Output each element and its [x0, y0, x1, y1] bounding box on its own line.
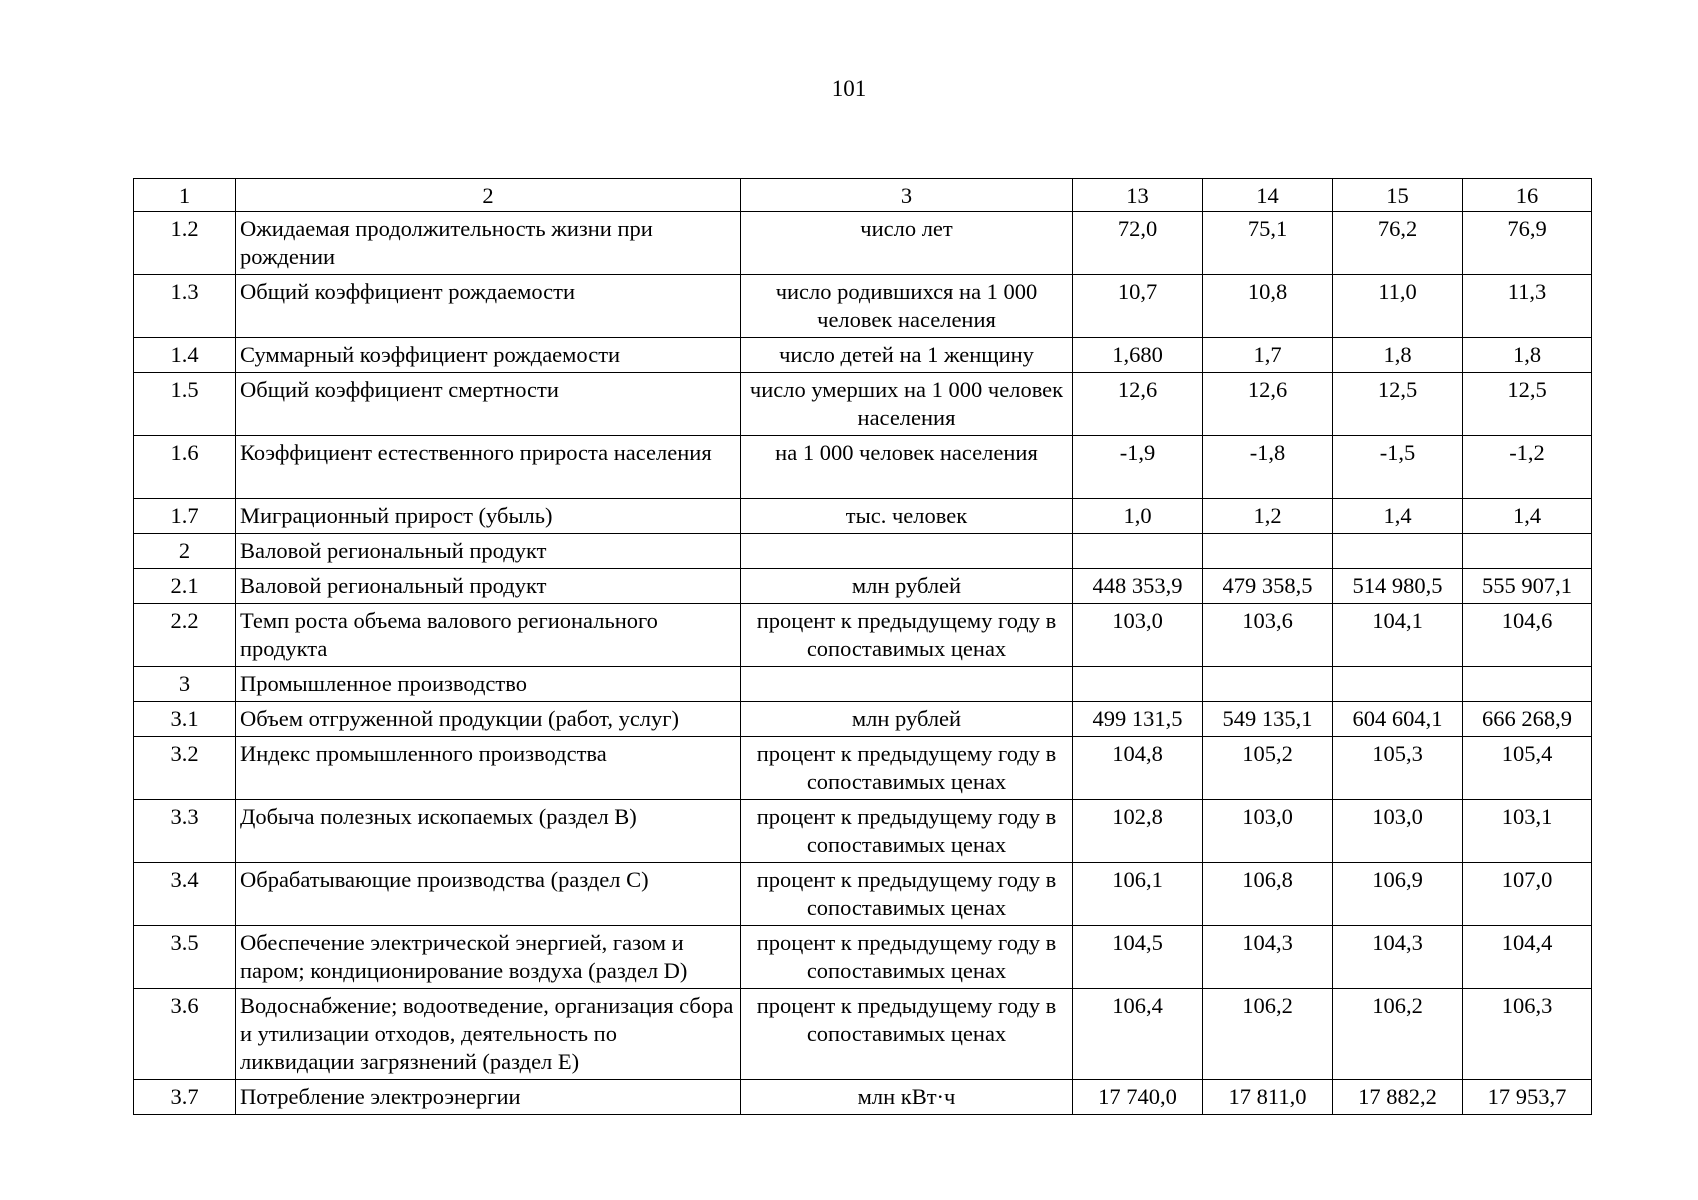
value-col-15: 104,3	[1333, 926, 1463, 989]
value-col-16: 1,8	[1463, 338, 1592, 373]
value-col-13: 72,0	[1073, 212, 1203, 275]
value-col-13: 104,8	[1073, 737, 1203, 800]
row-number: 2.2	[134, 604, 236, 667]
value-col-16	[1463, 534, 1592, 569]
table-row	[134, 436, 1592, 499]
value-col-16	[1463, 667, 1592, 702]
value-col-14: 1,7	[1203, 338, 1333, 373]
value-col-15: 17 882,2	[1333, 1080, 1463, 1115]
value-col-13: 103,0	[1073, 604, 1203, 667]
indicator-name: Водоснабжение; водоотведение, организация сбора и утилизации отходов, деятельность по ликвидации загрязнений (раздел E)	[236, 989, 741, 1080]
table-row	[134, 604, 1592, 667]
table-section-row	[134, 534, 1592, 569]
table-row	[134, 863, 1592, 926]
row-number: 3.3	[134, 800, 236, 863]
table-row	[134, 702, 1592, 737]
value-col-14: 75,1	[1203, 212, 1333, 275]
section-title: Валовой региональный продукт	[236, 534, 741, 569]
row-number: 1.2	[134, 212, 236, 275]
value-col-14: 106,8	[1203, 863, 1333, 926]
indicator-name: Индекс промышленного производства	[236, 737, 741, 800]
row-number: 3.5	[134, 926, 236, 989]
row-number: 3.6	[134, 989, 236, 1080]
value-col-16: 11,3	[1463, 275, 1592, 338]
unit-of-measure: млн кВт·ч	[741, 1080, 1073, 1115]
table-section-row	[134, 667, 1592, 702]
value-col-14: 1,2	[1203, 499, 1333, 534]
table-row	[134, 926, 1592, 989]
unit-of-measure: процент к предыдущему году в сопоставимых ценах	[741, 989, 1073, 1080]
value-col-13: 448 353,9	[1073, 569, 1203, 604]
value-col-14: 106,2	[1203, 989, 1333, 1080]
indicator-name: Потребление электроэнергии	[236, 1080, 741, 1115]
unit-of-measure: млн рублей	[741, 569, 1073, 604]
value-col-14	[1203, 534, 1333, 569]
value-col-15	[1333, 534, 1463, 569]
value-col-13: 499 131,5	[1073, 702, 1203, 737]
table-row	[134, 800, 1592, 863]
row-number: 1.4	[134, 338, 236, 373]
unit-of-measure: число детей на 1 женщину	[741, 338, 1073, 373]
value-col-16: 105,4	[1463, 737, 1592, 800]
value-col-16: 107,0	[1463, 863, 1592, 926]
indicator-name: Общий коэффициент рождаемости	[236, 275, 741, 338]
value-col-14: 104,3	[1203, 926, 1333, 989]
value-col-14: 479 358,5	[1203, 569, 1333, 604]
row-number: 3.7	[134, 1080, 236, 1115]
header-col-2: 2	[236, 179, 741, 212]
value-col-16: -1,2	[1463, 436, 1592, 499]
header-col-14: 14	[1203, 179, 1333, 212]
value-col-14: -1,8	[1203, 436, 1333, 499]
indicators-table	[133, 178, 1592, 1115]
value-col-14: 17 811,0	[1203, 1080, 1333, 1115]
value-col-16: 666 268,9	[1463, 702, 1592, 737]
value-col-13: 17 740,0	[1073, 1080, 1203, 1115]
value-col-16: 1,4	[1463, 499, 1592, 534]
value-col-16: 555 907,1	[1463, 569, 1592, 604]
unit-of-measure	[741, 534, 1073, 569]
indicator-name: Объем отгруженной продукции (работ, услуг)	[236, 702, 741, 737]
table-row	[134, 737, 1592, 800]
value-col-14: 549 135,1	[1203, 702, 1333, 737]
value-col-13	[1073, 534, 1203, 569]
unit-of-measure: число лет	[741, 212, 1073, 275]
value-col-16: 103,1	[1463, 800, 1592, 863]
unit-of-measure: процент к предыдущему году в сопоставимых ценах	[741, 926, 1073, 989]
table-row	[134, 569, 1592, 604]
table-row	[134, 499, 1592, 534]
value-col-13: 12,6	[1073, 373, 1203, 436]
value-col-13: 106,4	[1073, 989, 1203, 1080]
value-col-16: 76,9	[1463, 212, 1592, 275]
value-col-15: 106,9	[1333, 863, 1463, 926]
row-number: 3.1	[134, 702, 236, 737]
header-col-16: 16	[1463, 179, 1592, 212]
indicator-name: Обрабатывающие производства (раздел C)	[236, 863, 741, 926]
value-col-15: 1,4	[1333, 499, 1463, 534]
indicator-name: Суммарный коэффициент рождаемости	[236, 338, 741, 373]
table-header-row	[134, 179, 1592, 212]
indicator-name: Ожидаемая продолжительность жизни при рождении	[236, 212, 741, 275]
header-col-3: 3	[741, 179, 1073, 212]
value-col-16: 17 953,7	[1463, 1080, 1592, 1115]
page-number: 101	[831, 76, 867, 101]
value-col-15: -1,5	[1333, 436, 1463, 499]
unit-of-measure	[741, 667, 1073, 702]
value-col-13: 10,7	[1073, 275, 1203, 338]
value-col-14: 10,8	[1203, 275, 1333, 338]
indicator-name: Общий коэффициент смертности	[236, 373, 741, 436]
unit-of-measure: число умерших на 1 000 человек населения	[741, 373, 1073, 436]
row-number: 2.1	[134, 569, 236, 604]
value-col-15: 105,3	[1333, 737, 1463, 800]
value-col-15: 1,8	[1333, 338, 1463, 373]
value-col-14: 105,2	[1203, 737, 1333, 800]
row-number: 1.5	[134, 373, 236, 436]
value-col-14: 12,6	[1203, 373, 1333, 436]
value-col-15: 12,5	[1333, 373, 1463, 436]
value-col-13: -1,9	[1073, 436, 1203, 499]
indicator-name: Валовой региональный продукт	[236, 569, 741, 604]
row-number: 3.4	[134, 863, 236, 926]
value-col-16: 106,3	[1463, 989, 1592, 1080]
table-row	[134, 373, 1592, 436]
indicator-name: Добыча полезных ископаемых (раздел B)	[236, 800, 741, 863]
value-col-15: 106,2	[1333, 989, 1463, 1080]
indicator-name: Коэффициент естественного прироста населения	[236, 436, 741, 499]
value-col-13: 1,0	[1073, 499, 1203, 534]
value-col-16: 104,4	[1463, 926, 1592, 989]
value-col-14: 103,0	[1203, 800, 1333, 863]
unit-of-measure: млн рублей	[741, 702, 1073, 737]
indicator-name: Миграционный прирост (убыль)	[236, 499, 741, 534]
table-row	[134, 338, 1592, 373]
unit-of-measure: процент к предыдущему году в сопоставимых ценах	[741, 800, 1073, 863]
row-number: 1.3	[134, 275, 236, 338]
unit-of-measure: процент к предыдущему году в сопоставимых ценах	[741, 737, 1073, 800]
unit-of-measure: процент к предыдущему году в сопоставимых ценах	[741, 863, 1073, 926]
unit-of-measure: число родившихся на 1 000 человек населения	[741, 275, 1073, 338]
indicator-name: Обеспечение электрической энергией, газом и паром; кондиционирование воздуха (раздел D)	[236, 926, 741, 989]
value-col-16: 12,5	[1463, 373, 1592, 436]
value-col-14	[1203, 667, 1333, 702]
unit-of-measure: процент к предыдущему году в сопоставимых ценах	[741, 604, 1073, 667]
value-col-13: 1,680	[1073, 338, 1203, 373]
value-col-13	[1073, 667, 1203, 702]
table-row	[134, 1080, 1592, 1115]
indicator-name: Темп роста объема валового регионального продукта	[236, 604, 741, 667]
table-row	[134, 275, 1592, 338]
value-col-15: 76,2	[1333, 212, 1463, 275]
value-col-15: 103,0	[1333, 800, 1463, 863]
header-col-1: 1	[134, 179, 236, 212]
header-col-15: 15	[1333, 179, 1463, 212]
row-number: 1.7	[134, 499, 236, 534]
row-number: 1.6	[134, 436, 236, 499]
section-title: Промышленное производство	[236, 667, 741, 702]
row-number: 2	[134, 534, 236, 569]
value-col-14: 103,6	[1203, 604, 1333, 667]
value-col-13: 104,5	[1073, 926, 1203, 989]
value-col-15	[1333, 667, 1463, 702]
value-col-16: 104,6	[1463, 604, 1592, 667]
value-col-15: 604 604,1	[1333, 702, 1463, 737]
header-col-13: 13	[1073, 179, 1203, 212]
value-col-13: 106,1	[1073, 863, 1203, 926]
table-row	[134, 989, 1592, 1080]
unit-of-measure: на 1 000 человек населения	[741, 436, 1073, 499]
value-col-15: 514 980,5	[1333, 569, 1463, 604]
value-col-15: 104,1	[1333, 604, 1463, 667]
row-number: 3	[134, 667, 236, 702]
table-row	[134, 212, 1592, 275]
row-number: 3.2	[134, 737, 236, 800]
value-col-13: 102,8	[1073, 800, 1203, 863]
value-col-15: 11,0	[1333, 275, 1463, 338]
unit-of-measure: тыс. человек	[741, 499, 1073, 534]
